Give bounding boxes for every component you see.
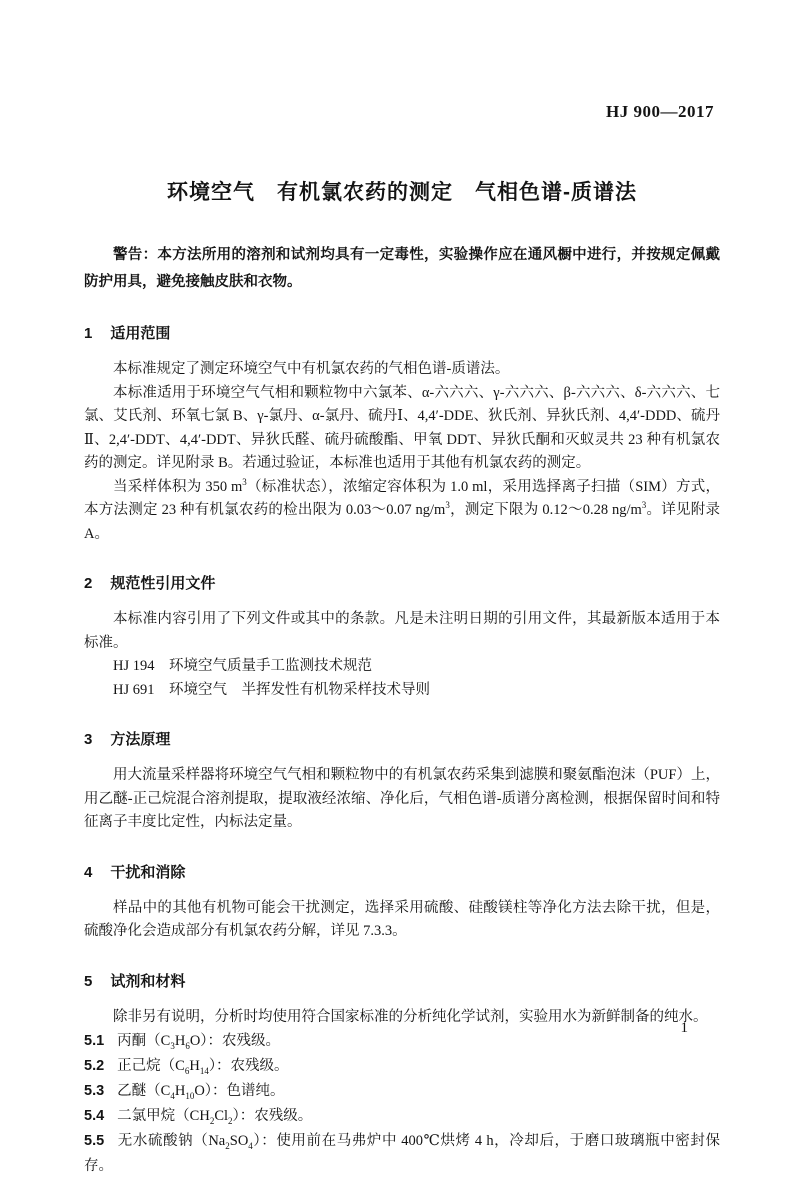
section-3-number: 3 [84, 731, 93, 748]
section-3-heading [84, 730, 720, 750]
section-1-paragraph-3: 当采样体积为 350 $m^3$（标准状态），浓缩定容体积为 1.0 ml，采用选择离子扫描（SIM）方式，本方法测定 23 种有机氯农药的检出限为 0.03～0.07 $ng/m^3$，测定下限为 0.12～0.28 $ng/m^3$。详见附录 A。 [84, 476, 720, 542]
reagent-item-5-1-number: 5.1 [84, 1033, 105, 1049]
section-2-number: 2 [84, 575, 93, 592]
section-4-title: 干扰和消除 [110, 863, 186, 881]
section-5-paragraph-1: 除非另有说明，分析时均使用符合国家标准的分析纯化学试剂，实验用水为新鲜制备的纯水。 [113, 1008, 708, 1025]
reagent-item-5-1-text: 丙酮$(C_3H_6O)$：农残级。 [117, 1033, 281, 1051]
section-4-number: 4 [84, 863, 93, 881]
section-4-heading [84, 863, 720, 883]
reagent-item-5-4-number: 5.4 [84, 1108, 105, 1124]
doc-title: 环境空气 有机氯农药的测定 气相色谱-质谱法 [167, 181, 637, 204]
reagent-item-5-5 [84, 1129, 720, 1179]
reagent-item-5-3 [84, 1079, 720, 1104]
section-2-title: 规范性引用文件 [110, 575, 216, 592]
section-1-heading [84, 324, 720, 344]
reference-hj691: HJ 691 环境空气 半挥发性有机物采样技术导则 [113, 681, 430, 698]
section-4-paragraph-1: 样品中的其他有机物可能会干扰测定，选择采用硫酸、硅酸镁柱等净化方法去除干扰，但是，硫酸净化会造成部分有机氯农药分解，详见 7.3.3。 [84, 899, 720, 939]
reagent-item-5-2-text: 正己烷$(C_6H_{14})$：农残级。 [117, 1058, 289, 1076]
section-1-paragraph-2: 本标准适用于环境空气气相和颗粒物中六氯苯、α-六六六、γ-六六六、β-六六六、δ-六六六、七氯、艾氏剂、环氧七氯 B、γ-氯丹、α-氯丹、硫丹Ⅰ、4,4′-DDE、狄氏剂、异狄氏剂、4,4′-DDD、硫丹Ⅱ、2,4′-DDT、4,4′-DDT、异狄氏醛、硫丹硫酸酯、甲氧 DDT、异狄氏酮和灭蚁灵共 23 种有机氯农药的测定。详见附录 B。若通过验证，本标准也适用于其他有机氯农药的测定。 [84, 384, 720, 471]
reagent-item-5-2-number: 5.2 [84, 1058, 105, 1074]
warning-text: 警告：本方法所用的溶剂和试剂均具有一定毒性，实验操作应在通风橱中进行，并按规定佩戴防护用具，避免接触皮肤和衣物。 [84, 247, 720, 290]
reagent-item-5-3-text: 乙醚$(C_4H_{10}O)$：色谱纯。 [117, 1083, 285, 1101]
page-number: 1 [680, 1020, 688, 1036]
section-5-heading [84, 972, 720, 992]
reagent-item-5-3-number: 5.3 [84, 1083, 105, 1099]
reagent-item-5-2 [84, 1054, 720, 1079]
section-5-title: 试剂和材料 [110, 972, 186, 990]
section-3-title: 方法原理 [110, 731, 171, 748]
reference-hj194: HJ 194 环境空气质量手工监测技术规范 [113, 658, 372, 674]
reagent-item-5-1 [84, 1029, 720, 1054]
reagent-item-5-5-text: 无水硫酸钠$(Na_2SO_4)$：使用前在马弗炉中 400℃烘烤 4 h，冷却后，于磨口玻璃瓶中密封保存。 [84, 1133, 720, 1174]
reagent-item-5-4-text: 二氯甲烷$(CH_2Cl_2)$：农残级。 [117, 1108, 313, 1126]
reagent-item-5-5-number: 5.5 [84, 1133, 105, 1149]
section-2-heading [84, 574, 720, 594]
reagent-item-5-4 [84, 1104, 720, 1129]
doc-number: HJ 900—2017 [606, 102, 714, 121]
section-3-paragraph-1: 用大流量采样器将环境空气气相和颗粒物中的有机氯农药采集到滤膜和聚氨酯泡沫（PUF）上，用乙醚-正己烷混合溶剂提取，提取液经浓缩、净化后，气相色谱-质谱分离检测，根据保留时间和特征离子丰度比定性，内标法定量。 [84, 767, 720, 830]
section-1-number: 1 [84, 325, 93, 342]
section-1-title: 适用范围 [110, 325, 171, 342]
section-1-paragraph-1: 本标准规定了测定环境空气中有机氯农药的气相色谱-质谱法。 [113, 361, 510, 377]
section-2-paragraph-1: 本标准内容引用了下列文件或其中的条款。凡是未注明日期的引用文件，其最新版本适用于本标准。 [84, 611, 720, 651]
section-5-number: 5 [84, 972, 93, 990]
